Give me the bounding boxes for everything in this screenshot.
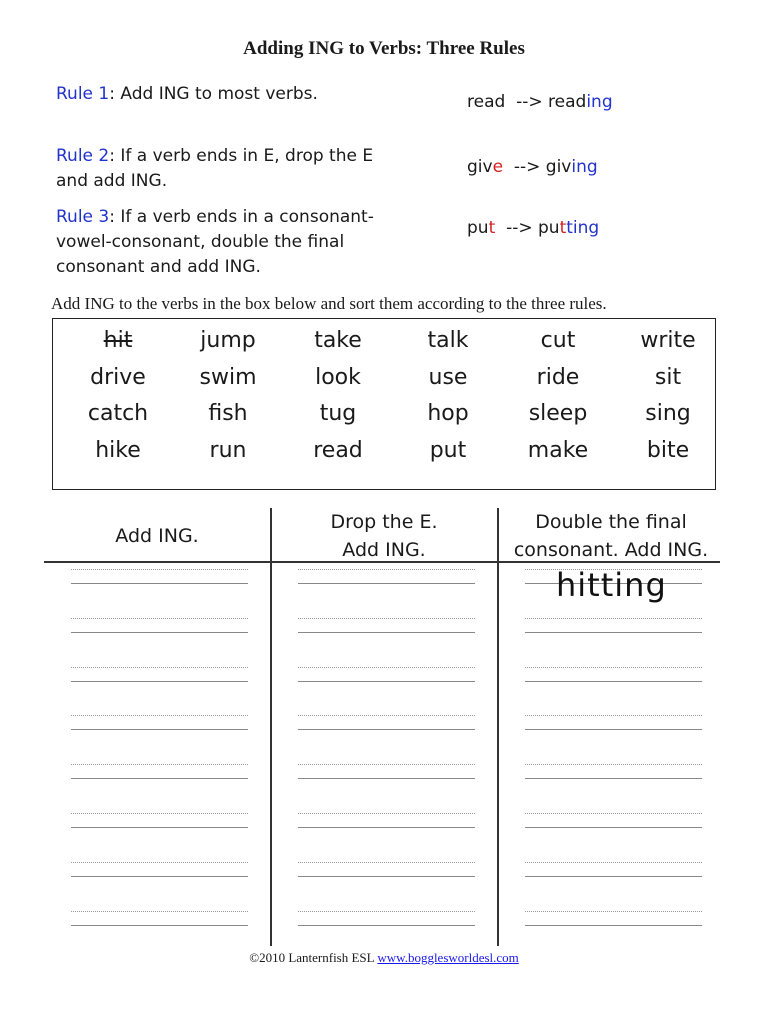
rule-3-example-doubled: t xyxy=(559,218,567,238)
column-divider-1 xyxy=(270,508,272,946)
base-line xyxy=(525,632,702,633)
rule-1-example-result: read xyxy=(548,92,587,112)
verb-sing: sing xyxy=(645,401,691,426)
base-line xyxy=(71,729,248,730)
column-2-label-line1: Drop the E. xyxy=(330,511,438,533)
writing-line[interactable] xyxy=(71,618,248,667)
base-line xyxy=(71,925,248,926)
base-line xyxy=(525,681,702,682)
column-1-label: Add ING. xyxy=(115,525,199,547)
verb-ride: ride xyxy=(536,364,580,390)
column-2-label-line2: Add ING. xyxy=(342,539,426,561)
verb-talk: talk xyxy=(427,328,469,353)
writing-line[interactable] xyxy=(525,715,702,764)
verb-hike: hike xyxy=(95,437,141,463)
rule-3-example-arrow: --> xyxy=(506,218,533,238)
verb-sit: sit xyxy=(654,364,682,390)
writing-line[interactable] xyxy=(71,813,248,862)
verb-bite: bite xyxy=(646,437,690,463)
writing-lines-double-consonant[interactable] xyxy=(525,569,702,959)
writing-line[interactable] xyxy=(525,618,702,667)
writing-line[interactable] xyxy=(525,764,702,813)
dotted-guide-line xyxy=(525,618,702,619)
instruction: Add ING to the verbs in the box below and sort them according to the three rules. xyxy=(51,294,607,313)
dotted-guide-line xyxy=(298,813,475,814)
base-line xyxy=(298,778,475,779)
verb-put: put xyxy=(429,437,467,463)
footer-link[interactable]: www.bogglesworldesl.com xyxy=(377,950,519,965)
base-line xyxy=(525,925,702,926)
verb-look: look xyxy=(315,364,361,390)
dotted-guide-line xyxy=(525,667,702,668)
rule-2-example-dropped-e: e xyxy=(492,157,504,177)
footer-copyright: ©2010 Lanternfish ESL xyxy=(249,950,375,965)
header-divider xyxy=(44,561,720,563)
verb-sleep: sleep xyxy=(528,401,588,426)
rule-3-text: If a verb ends in a consonant-vowel-consonant, double the final consonant and add ING. xyxy=(56,207,374,277)
dotted-guide-line xyxy=(71,569,248,570)
verb-swim: swim xyxy=(199,364,257,390)
dotted-guide-line xyxy=(298,911,475,912)
base-line xyxy=(298,632,475,633)
dotted-guide-line xyxy=(298,764,475,765)
rule-3-example-suffix: ting xyxy=(566,218,600,238)
footer xyxy=(0,950,768,966)
rule-1-text: Add ING to most verbs. xyxy=(120,84,318,104)
rule-2-example-arrow: --> xyxy=(513,157,541,177)
writing-line[interactable] xyxy=(298,764,475,813)
rule-1-label: Rule 1 xyxy=(56,84,110,104)
writing-line[interactable] xyxy=(71,667,248,716)
dotted-guide-line xyxy=(71,911,248,912)
verb-make: make xyxy=(527,437,589,463)
base-line xyxy=(298,583,475,584)
verb-box xyxy=(52,318,716,490)
column-header-drop-e xyxy=(271,508,497,564)
verb-cut: cut xyxy=(540,328,576,353)
page-title: Adding ING to Verbs: Three Rules xyxy=(243,38,525,59)
writing-line[interactable] xyxy=(525,862,702,911)
base-line xyxy=(525,827,702,828)
dotted-guide-line xyxy=(71,764,248,765)
verb-jump: jump xyxy=(200,328,256,353)
writing-line[interactable] xyxy=(298,862,475,911)
verb-write: write xyxy=(640,328,696,353)
column-header-double-consonant xyxy=(498,508,724,564)
writing-line[interactable] xyxy=(298,569,475,618)
rule-2: Rule 2: If a verb ends in E, drop the E and add ING. xyxy=(56,146,374,191)
dotted-guide-line xyxy=(71,667,248,668)
dotted-guide-line xyxy=(298,618,475,619)
dotted-guide-line xyxy=(525,862,702,863)
writing-line[interactable] xyxy=(71,715,248,764)
dotted-guide-line xyxy=(525,911,702,912)
base-line xyxy=(298,925,475,926)
dotted-guide-line xyxy=(298,667,475,668)
rule-2-example-result: giv xyxy=(545,157,572,177)
writing-line[interactable] xyxy=(71,862,248,911)
base-line xyxy=(71,632,248,633)
dotted-guide-line xyxy=(71,862,248,863)
writing-line[interactable] xyxy=(525,813,702,862)
dotted-guide-line xyxy=(298,715,475,716)
rule-1-example-base: read xyxy=(467,92,506,112)
rule-3-example xyxy=(467,216,599,241)
rule-2-label: Rule 2 xyxy=(56,146,110,166)
base-line xyxy=(525,778,702,779)
dotted-guide-line xyxy=(298,862,475,863)
verb-hit: hit xyxy=(103,328,133,353)
writing-line[interactable] xyxy=(298,618,475,667)
column-3-label-line1: Double the final xyxy=(535,511,687,533)
dotted-guide-line xyxy=(525,764,702,765)
base-line xyxy=(71,778,248,779)
example-answer: hitting xyxy=(556,566,667,604)
writing-line[interactable] xyxy=(298,667,475,716)
dotted-guide-line xyxy=(71,715,248,716)
base-line xyxy=(298,876,475,877)
verb-hop: hop xyxy=(427,401,469,426)
column-3-label-line2: consonant. Add ING. xyxy=(513,539,709,561)
verb-tug: tug xyxy=(319,401,357,426)
writing-lines-drop-e[interactable] xyxy=(298,569,475,959)
writing-line[interactable] xyxy=(71,764,248,813)
rule-2-example-suffix: ing xyxy=(571,157,598,177)
rule-1-example-suffix: ing xyxy=(586,92,613,112)
base-line xyxy=(525,876,702,877)
base-line xyxy=(71,876,248,877)
rule-3-example-final-consonant: t xyxy=(488,218,496,238)
rule-3-label: Rule 3 xyxy=(56,207,110,227)
writing-lines-add-ing[interactable] xyxy=(71,569,248,959)
dotted-guide-line xyxy=(298,569,475,570)
dotted-guide-line xyxy=(71,813,248,814)
rule-1-example-arrow: --> xyxy=(516,92,543,112)
base-line xyxy=(298,827,475,828)
writing-line[interactable] xyxy=(525,667,702,716)
dotted-guide-line xyxy=(71,618,248,619)
verb-catch: catch xyxy=(87,401,149,426)
rule-2-example xyxy=(467,155,598,180)
dotted-guide-line xyxy=(525,715,702,716)
verb-drive: drive xyxy=(90,364,146,390)
rule-2-text: If a verb ends in E, drop the E and add ING. xyxy=(56,146,374,191)
rule-3: Rule 3: If a verb ends in a consonant-vowel-consonant, double the final consonant and add ING. xyxy=(56,207,374,277)
verb-read: read xyxy=(313,437,363,463)
rule-2-example-base: giv xyxy=(467,157,493,177)
base-line xyxy=(525,729,702,730)
writing-line[interactable] xyxy=(298,813,475,862)
writing-line[interactable] xyxy=(71,569,248,618)
verb-take: take xyxy=(314,328,362,353)
base-line xyxy=(71,827,248,828)
verb-run: run xyxy=(209,437,247,463)
base-line xyxy=(71,681,248,682)
rule-1-example xyxy=(467,90,613,115)
rule-3-example-result: pu xyxy=(537,218,560,238)
rule-1: Rule 1: Add ING to most verbs. xyxy=(56,84,318,104)
verb-use: use xyxy=(428,364,468,390)
column-divider-2 xyxy=(497,508,499,946)
base-line xyxy=(298,681,475,682)
writing-line[interactable] xyxy=(298,715,475,764)
verb-grid xyxy=(53,319,715,469)
column-header-add-ing xyxy=(44,522,270,550)
rule-3-example-base: pu xyxy=(467,218,489,238)
base-line xyxy=(298,729,475,730)
base-line xyxy=(71,583,248,584)
dotted-guide-line xyxy=(525,813,702,814)
verb-fish: fish xyxy=(208,401,248,426)
